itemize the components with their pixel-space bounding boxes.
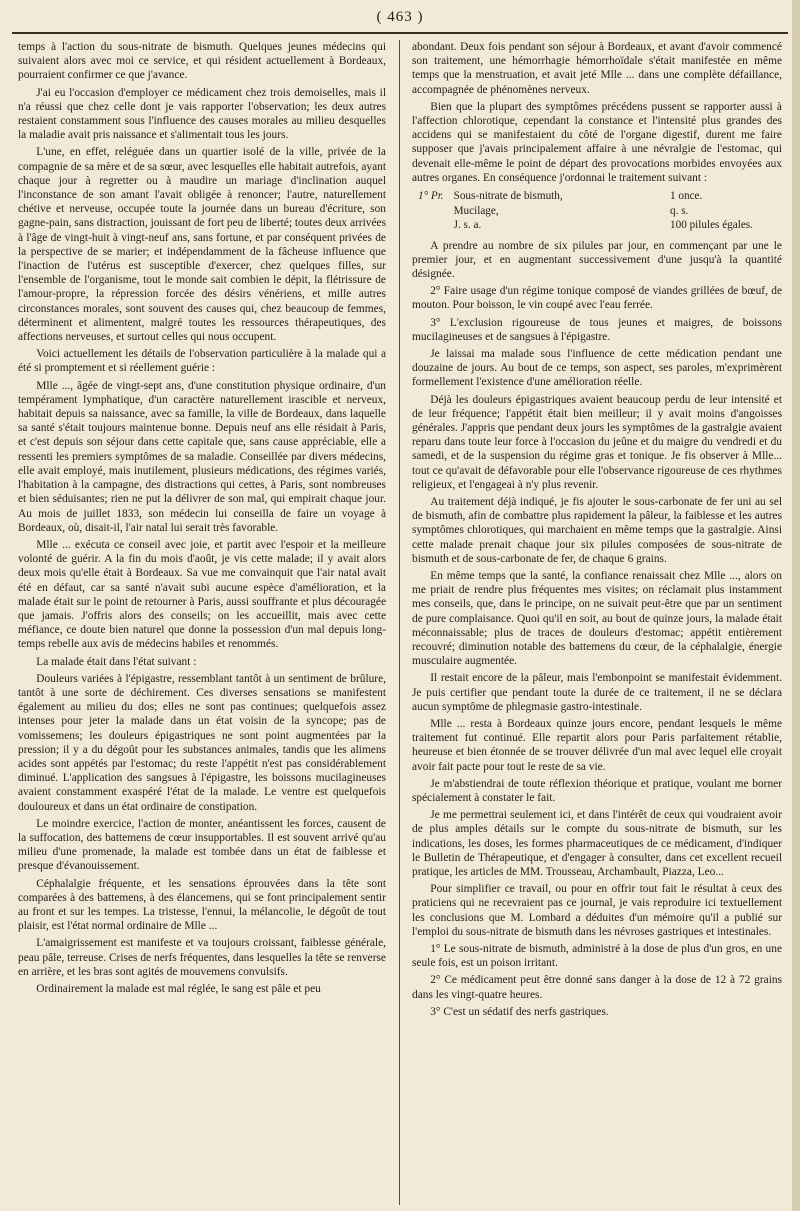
paragraph: Douleurs variées à l'épigastre, ressemblant tantôt à un sentiment de brûlure, tantôt à une sorte de déchirement. Ces diverses sensations se manifestent également au milieu du dos; elles ne sont pas continues; quelquefois assez intenses pour jeter la malade dans un état voisin de la syncope; pas de vomissemens; les douleurs épigastriques ne sont point augmentées par la pression; il y a du dégoût pour les substances animales, tandis que les alimens acides sont appétés par l'estomac; du reste l'appétit n'est pas considérablement diminué. L'application des sangsues à l'épigastre, les boissons mucilagineuses avaient constamment exaspéré l'état de la malade. Le ventre est quelquefois douloureux et dans un état ordinaire de constipation. (18, 672, 386, 813)
paragraph: J'ai eu l'occasion d'employer ce médicament chez trois demoiselles, mais il n'a réussi que chez celle dont je vais rapporter l'observation; les deux autres restaient constamment sous l'influence des causes morales au milieu desquelles la maladie avait pris naissance et s'alimentait tous les jours. (18, 86, 386, 142)
paragraph: Bien que la plupart des symptômes précédens pussent se rapporter aussi à l'affection chlorotique, cependant la constance et l'intensité plus grandes des accidens qui se manifestaient du côté de l'organe digestif, durent me faire supposer que j'avais principalement affaire à une névralgie de l'estomac, qui devenait elle-même le point de départ des provocations morbides envoyées aux autres organes. En conséquence j'ordonnai le traitement suivant : (412, 100, 782, 184)
paragraph: L'une, en effet, reléguée dans un quartier isolé de la ville, privée de la compagnie de sa mère et de sa sœur, avec lesquelles elle habitait autrefois, ayant chaque jour à regretter ou à maudire un mariage d'inclination auquel l'inconstance de son amant l'avait obligée à renoncer; l'autre, naturellement chétive et nerveuse, occupée toute la journée dans un bureau d'écriture, son gagne-pain, sans distraction, jouissant de fort peu de liberté; toutes deux arrivées à l'âge de vingt-huit à vingt-neuf ans, sans fortune, et par conséquent privées de la perspective de se marier; et indépendamment de la fâcheuse influence que l'inaction de l'utérus est susceptible d'exercer, chez quelques filles, sur l'ensemble de l'organisme, tout le monde sait combien le dépit, la flétrissure de l'amour-propre, la répression forcée des désirs vénériens, et mille autres circonstances morales, sont souvent des causes qui, chez beaucoup de femmes, déterminent et alimentent, malgré toutes les ressources thérapeutiques, des affections nerveuses, et surtout celles qui nous occupent. (18, 146, 386, 344)
column-divider (399, 40, 400, 1205)
prescription-dose: 100 pilules égales. (670, 219, 753, 232)
paragraph: Déjà les douleurs épigastriques avaient beaucoup perdu de leur intensité et de leur fréquence; l'appétit était bien meilleur; il y avait moins d'angoisses générales. J'appris que pendant deux jours les symptômes de la gastralgie avaient reparu dans toute leur force à l'occasion du jeûne et du maigre du vendredi et du samedi, et de la suspension du régime gras et tonique. Je fis observer à Mlle... tout ce qu'avait de défavorable pour elle l'observance rigoureuse de ces rhythmes religieux, et l'engageai à n'y plus revenir. (412, 393, 782, 491)
paragraph: Céphalalgie fréquente, et les sensations éprouvées dans la tête sont comparées à des battemens, à des élancemens, qui se font principalement sentir au front et sur les tempes. La tristesse, l'ennui, la mélancolie, le dégoût de tout plaisir, est l'état normal ordinaire de Mlle ... (18, 877, 386, 933)
paragraph: A prendre au nombre de six pilules par jour, en commençant par une le premier jour, et en augmentant successivement d'une jusqu'à la quantité désignée. (412, 239, 782, 280)
paragraph: Au traitement déjà indiqué, je fis ajouter le sous-carbonate de fer uni au sel de bismuth, afin de combattre plus rapidement la pâleur, la faiblesse et les autres symptômes chlorotiques, qui marchaient en même temps que la gastralgie. Ainsi cette malade prenait chaque jour six pilules composées de sous-nitrate de bismuth et de sous-carbonate de fer, de chaque 6 grains. (412, 495, 782, 565)
paragraph: 3° L'exclusion rigoureuse de tous jeunes et maigres, de boissons mucilagineuses et de sangsues à l'épigastre. (412, 316, 782, 343)
paragraph: 2° Faire usage d'un régime tonique composé de viandes grillées de bœuf, de mouton. Pour boisson, le vin coupé avec l'eau ferrée. (412, 285, 782, 312)
paragraph: Voici actuellement les détails de l'observation particulière à la malade qui a été si promptement et si réellement guérie : (18, 348, 386, 375)
prescription-block (418, 189, 782, 233)
paragraph: En même temps que la santé, la confiance renaissait chez Mlle ..., alors on me priait de rendre plus fréquentes mes visites; on réclamait plus instamment mes conseils, que, dans le principe, on ne suivait peut-être que par un sentiment de pure complaisance. Quoi qu'il en soit, au bout de quinze jours, la malade était méconnaissable; plus de traces de douleurs d'estomac; appétit entièrement recouvré; diminution notable des battemens du cœur, de la céphalalgie, énergie musculaire augmentée. (412, 570, 782, 668)
paragraph: Je me permettrai seulement ici, et dans l'intérêt de ceux qui voudraient avoir de plus amples détails sur le compte du sous-nitrate de bismuth, sur les indications, les doses, les formes pharmaceutiques de ce médicament, d'indiquer le Bulletin de Thérapeutique, et d'engager à consulter, dans cet excellent recueil pratique, les articles de MM. Trousseau, Archambault, Piazza, Leo... (412, 809, 782, 879)
paragraph: Ordinairement la malade est mal réglée, le sang est pâle et peu (36, 983, 321, 995)
page-number: ( 463 ) (376, 9, 424, 25)
paragraph: Il restait encore de la pâleur, mais l'embonpoint se manifestait évidemment. Je puis certifier que pendant toute la durée de ce traitement, il ne se déclara aucun symptôme de phlegmasie gastro-intestinale. (412, 672, 782, 713)
paragraph: Le moindre exercice, l'action de monter, anéantissent les forces, causent de la suffocation, des battemens de cœur insupportables. Il est souvent arrivé qu'au milieu d'une promenade, la malade est tombée dans un état de faiblesse et presque d'évanouissement. (18, 817, 386, 873)
paragraph: 2° Ce médicament peut être donné sans danger à la dose de 12 à 72 grains dans les vingt-quatre heures. (412, 974, 782, 1001)
prescription-item: Mucilage, (453, 204, 499, 217)
prescription-prefix: 1° Pr. (418, 190, 444, 203)
left-column (18, 40, 386, 1205)
paragraph: La malade était dans l'état suivant : (36, 655, 197, 668)
paragraph: 3° C'est un sédatif des nerfs gastriques. (430, 1005, 609, 1018)
page-edge (792, 0, 800, 1211)
prescription-dose: q. s. (670, 204, 689, 217)
prescription-row (418, 189, 782, 204)
prescription-dose: 1 once. (670, 190, 703, 203)
paragraph: Mlle ..., âgée de vingt-sept ans, d'une constitution physique ordinaire, d'un tempérament lymphatique, d'un caractère naturellement irascible et nerveux, habitait depuis sa naissance, avec sa famille, la ville de Bordeaux, dans laquelle sa santé s'était toujours maintenue bonne. Depuis neuf ans elle résidait à Paris, et c'est depuis son séjour dans cette capitale que, sans cause appréciable, elle a ressenti les premiers symptômes de sa maladie. Conseillée par divers médecins, elle avait employé, mais inutilement, plusieurs médications, des régimes variés, l'habitation à la campagne, des distractions qui cettes, à Paris, sont nombreuses et bien séduisantes; rien ne put la délivrer de son mal, qui empirait chaque jour. Au mois de juillet 1833, son médecin lui conseilla de faire un voyage à Bordeaux, où, disait-il, l'air natal lui serait très favorable. (18, 379, 386, 534)
paragraph: 1° Le sous-nitrate de bismuth, administré à la dose de plus d'un gros, en une seule fois, est un poison irritant. (412, 943, 782, 970)
paragraph: Mlle ... resta à Bordeaux quinze jours encore, pendant lesquels le même traitement fut continué. Elle repartit alors pour Paris parfaitement rétablie, heureuse et bien étonnée de se trouver délivrée d'un mal avec lequel elle croyait avoir fait pacte pour tout le reste de sa vie. (412, 718, 782, 773)
paragraph: Je m'abstiendrai de toute réflexion théorique et pratique, voulant me borner spécialement à constater le fait. (412, 777, 782, 805)
paragraph: Pour simplifier ce travail, ou pour en offrir tout fait le résultat à ceux des praticiens qui ne recevraient pas ce journal, je vais reproduire ici textuellement les conclusions que M. Lombard a déduites d'un mémoire qu'il a publié sur l'emploi du sous-nitrate de bismuth dans les névroses gastriques et intestinales. (412, 883, 782, 938)
right-column-body (412, 239, 782, 1020)
prescription-item: J. s. a. (453, 219, 482, 232)
paragraph: abondant. Deux fois pendant son séjour à Bordeaux, et avant d'avoir commencé son traitement, une hémorrhagie hémorrhoïdale s'était manifestée en même temps que la menstruation, et avait jeté Mlle ... dans une complète défaillance, accompagnée de phénomènes nerveux. (412, 41, 782, 96)
right-column (412, 40, 782, 1205)
paragraph: temps à l'action du sous-nitrate de bismuth. Quelques jeunes médecins qui suivaient alors avec moi ce service, et qui résident actuellement à Bordeaux, pourraient confirmer ce que j'avance. (18, 41, 386, 82)
prescription-row (418, 204, 782, 219)
right-column-intro (412, 40, 782, 185)
header-rule (12, 32, 788, 34)
paragraph: Mlle ... exécuta ce conseil avec joie, et partit avec l'espoir et la meilleure volonté de guérir. A la fin du mois d'août, je vis cette malade; il y avait alors deux mois qu'elle était à Bordeaux. Sa vue me convainquit que l'air natal avait été en défaut, car sa santé n'avait subi aucune espèce d'amélioration, et la malade était sur le point de retourner à Paris, aussi souffrante et plus découragée que jamais. J'offris alors des conseils; on les accueillit, mais avec cette méfiance, ce doute bien naturel que donne la possession d'un mal depuis long-temps rebelle aux avis de médecins habiles et renommés. (18, 538, 386, 651)
prescription-row (418, 218, 782, 233)
paragraph: L'amaigrissement est manifeste et va toujours croissant, faiblesse générale, peau pâle, terreuse. Crises de nerfs fréquentes, dans lesquelles la tête se renverse en arrière, et les bras sont agités de mouvemens convulsifs. (18, 937, 386, 978)
paragraph: Je laissai ma malade sous l'influence de cette médication pendant une douzaine de jours. Au bout de ce temps, son aspect, ses paroles, m'exprimèrent formellement l'existence d'une amélioration réelle. (412, 347, 782, 389)
prescription-item: Sous-nitrate de bismuth, (453, 190, 563, 203)
